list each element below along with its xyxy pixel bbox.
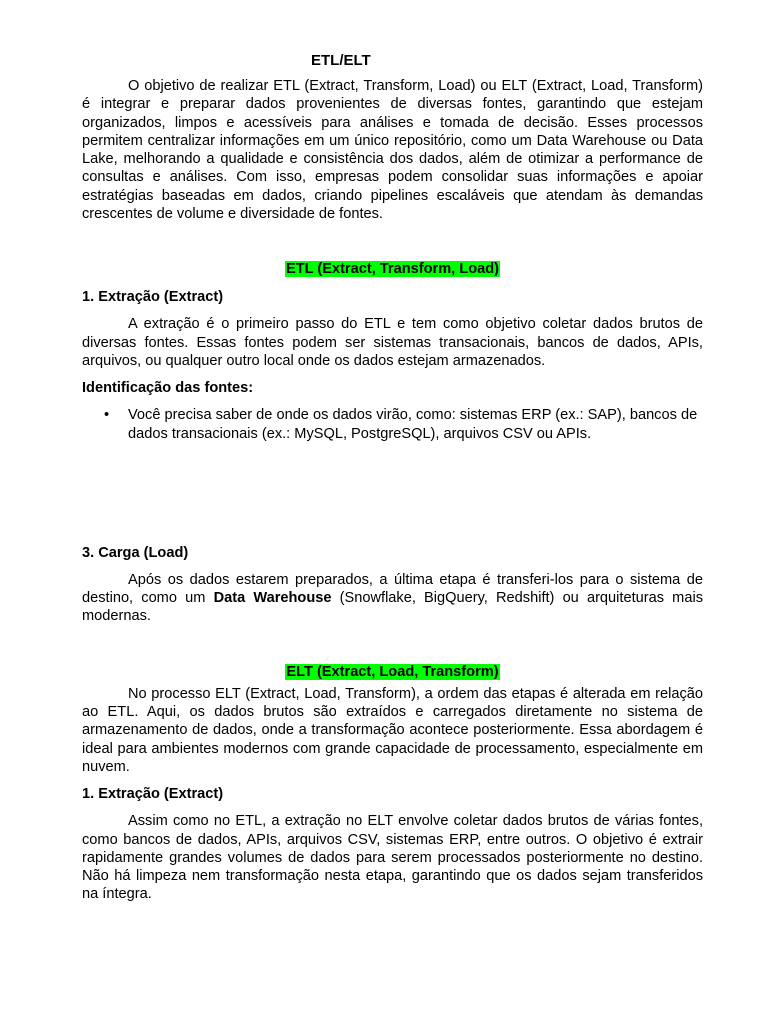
elt-heading-highlight: ELT (Extract, Load, Transform) [286,663,499,680]
etl-section-heading [82,259,703,279]
document-page [82,51,703,904]
etl-extract-heading: 1. Extração (Extract) [82,289,224,306]
elt-section-heading [82,662,703,682]
spacer [82,306,703,315]
sources-list [82,406,703,443]
sources-heading: Identificação das fontes: [82,380,254,397]
elt-extract-heading: 1. Extração (Extract) [82,786,224,803]
spacer [82,626,703,662]
spacer [82,443,703,544]
bullet-icon: • [104,407,110,424]
spacer [82,397,703,406]
etl-extract-paragraph: A extração é o primeiro passo do ETL e tem como objetivo coletar dados brutos de diversas fontes. Essas fontes podem ser sistemas transacionais, bancos de dados, APIs, arquivos, ou qualquer outro local onde os dados estejam armazenados. [82,316,703,369]
intro-paragraph: O objetivo de realizar ETL (Extract, Transform, Load) ou ELT (Extract, Load, Transform) é integrar e preparar dados provenientes de diversas fontes, garantindo que estejam organizados, limpos e acessíveis para análises e tomada de decisão. Esses processos permitem centralizar informações em um único repositório, como um Data Warehouse ou Data Lake, melhorando a qualidade e consistência dos dados, além de otimizar a performance de consultas e análises. Com isso, empresas podem consolidar suas informações e apoiar estratégias baseadas em dados, criando pipelines escaláveis que atendam às demandas crescentes de volume e diversidade de fontes. [82,78,703,223]
list-item [82,406,703,443]
etl-load-heading: 3. Carga (Load) [82,544,189,561]
spacer [82,370,703,379]
elt-intro-paragraph: No processo ELT (Extract, Load, Transform), a ordem das etapas é alterada em relação ao ETL. Aqui, os dados brutos são extraídos e carregados diretamente no sistema de armazenamento de dados, onde a transformação acontece posteriormente. Essa abordagem é ideal para ambientes modernos com grande capacidade de processamento, especialmente em nuvem. [82,685,703,775]
spacer [82,803,703,812]
load-text-after: (Snowflake, BigQuery, Redshift) ou arquiteturas mais modernas. [82,590,703,625]
etl-heading-highlight: ETL (Extract, Transform, Load) [286,261,499,278]
elt-extract-paragraph: Assim como no ETL, a extração no ELT envolve coletar dados brutos de várias fontes, como bancos de dados, APIs, arquivos CSV, sistemas ERP, entre outros. O objetivo é extrair rapidamente grandes volumes de dados para serem processados posteriormente no destino. Não há limpeza nem transformação nesta etapa, garantindo que os dados sejam transferidos na íntegra. [82,813,703,903]
data-warehouse-term: Data Warehouse [213,590,332,607]
spacer [82,776,703,785]
sources-bullet-text: Você precisa saber de onde os dados virão, como: sistemas ERP (ex.: SAP), bancos de dados transacionais (ex.: MySQL, PostgreSQL), arquivos CSV ou APIs. [128,407,698,442]
etl-load-paragraph [82,571,703,626]
spacer [82,562,703,571]
spacer [82,223,703,259]
spacer [82,279,703,288]
document-title: ETL/ELT [311,52,371,69]
load-text-before: Após os dados estarem preparados, a última etapa é transferi-los para o sistema de destino, como um [82,571,703,607]
